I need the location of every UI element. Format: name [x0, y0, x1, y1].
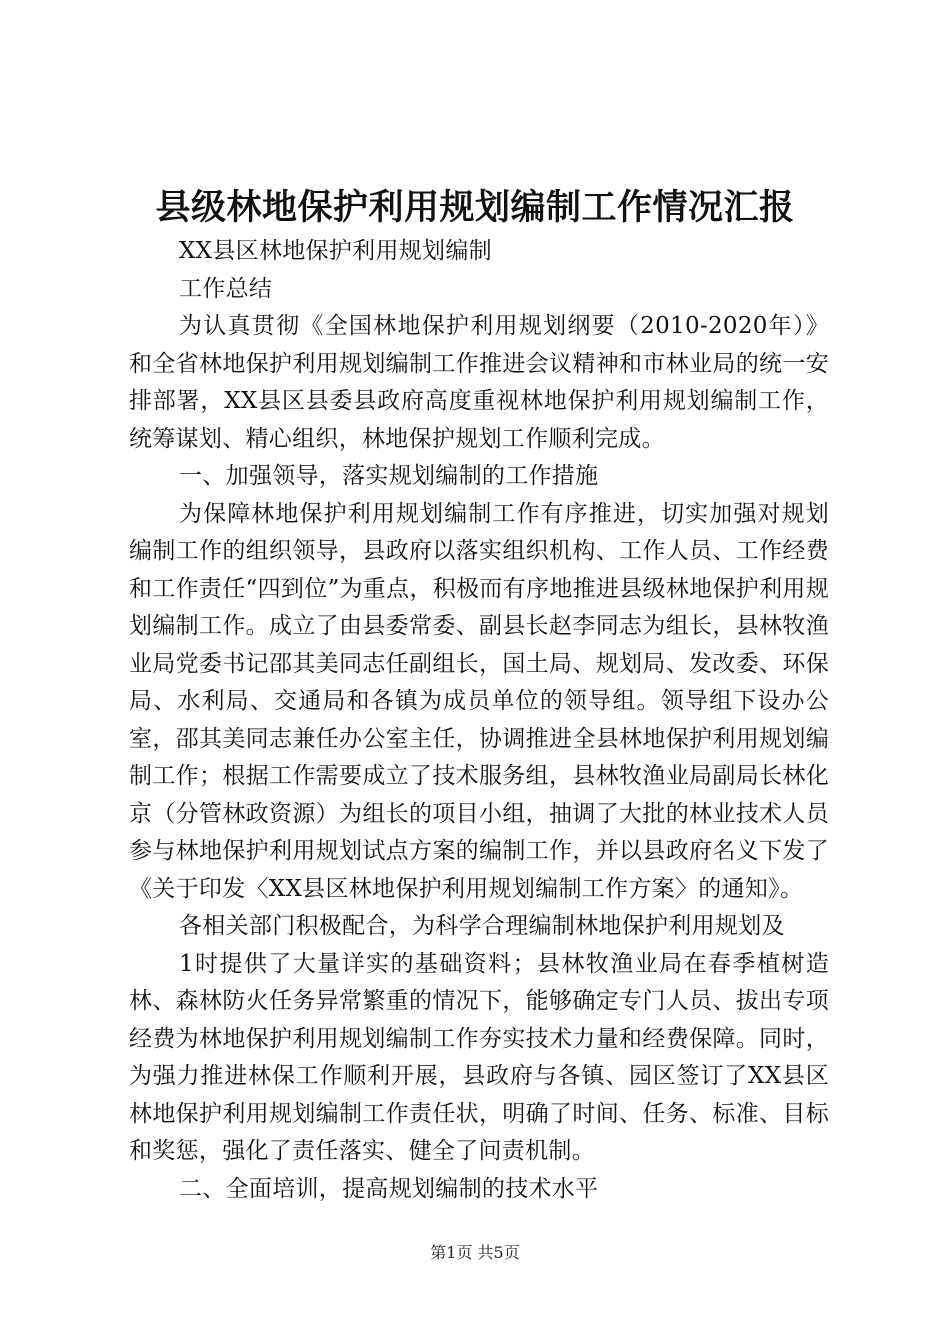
- document-title: 县级林地保护利用规划编制工作情况汇报: [155, 188, 795, 228]
- intro-paragraph: 为认真贯彻《全国林地保护利用规划纲要（2010-2020年）》和全省林地保护利用规划编制工作推进会议精神和市林业局的统一安排部署，XX县区县委县政府高度重视林地保护利用规划编制工作，统筹谋划、精心组织，林地保护规划工作顺利完成。: [129, 313, 829, 452]
- page-number-footer: 第1页 共5页: [430, 1243, 520, 1262]
- section-heading-2: 二、全面培训，提高规划编制的技术水平: [179, 1175, 599, 1202]
- section-1-paragraph-1: 为保障林地保护利用规划编制工作有序推进，切实加强对规划编制工作的组织领导，县政府以落实组织机构、工作人员、工作经费和工作责任“四到位”为重点，积极而有序地推进县级林地保护利用规划编制工作。成立了由县委常委、副县长赵李同志为组长，县林牧渔业局党委书记邵其美同志任副组长，国土局、规划局、发改委、环保局、水利局、交通局和各镇为成员单位的领导组。领导组下设办公室，邵其美同志兼任办公室主任，协调推进全县林地保护利用规划编制工作；根据工作需要成立了技术服务组，县林牧渔业局副局长林化京（分管林政资源）为组长的项目小组，抽调了大批的林业技术人员参与林地保护利用规划试点方案的编制工作，并以县政府名义下发了《关于印发〈XX县区林地保护利用规划编制工作方案〉的通知》。: [129, 500, 829, 902]
- document-body: [129, 233, 829, 1208]
- section-1-paragraph-2: 各相关部门积极配合，为科学合理编制林地保护利用规划及: [179, 913, 785, 939]
- section-1-paragraph-3: 1时提供了大量详实的基础资料；县林牧渔业局在春季植树造林、森林防火任务异常繁重的情况下，能够确定专门人员、拔出专项经费为林地保护利用规划编制工作夯实技术力量和经费保障。同时，为强力推进林保工作顺利开展，县政府与各镇、园区签订了XX县区林地保护利用规划编制工作责任状，明确了时间、任务、标准、目标和奖惩，强化了责任落实、健全了问责机制。: [129, 950, 829, 1164]
- section-heading-1: 一、加强领导，落实规划编制的工作措施: [179, 463, 599, 489]
- subtitle-line-2: 工作总结: [179, 275, 273, 302]
- subtitle-line-1: XX县区林地保护利用规划编制: [179, 238, 492, 264]
